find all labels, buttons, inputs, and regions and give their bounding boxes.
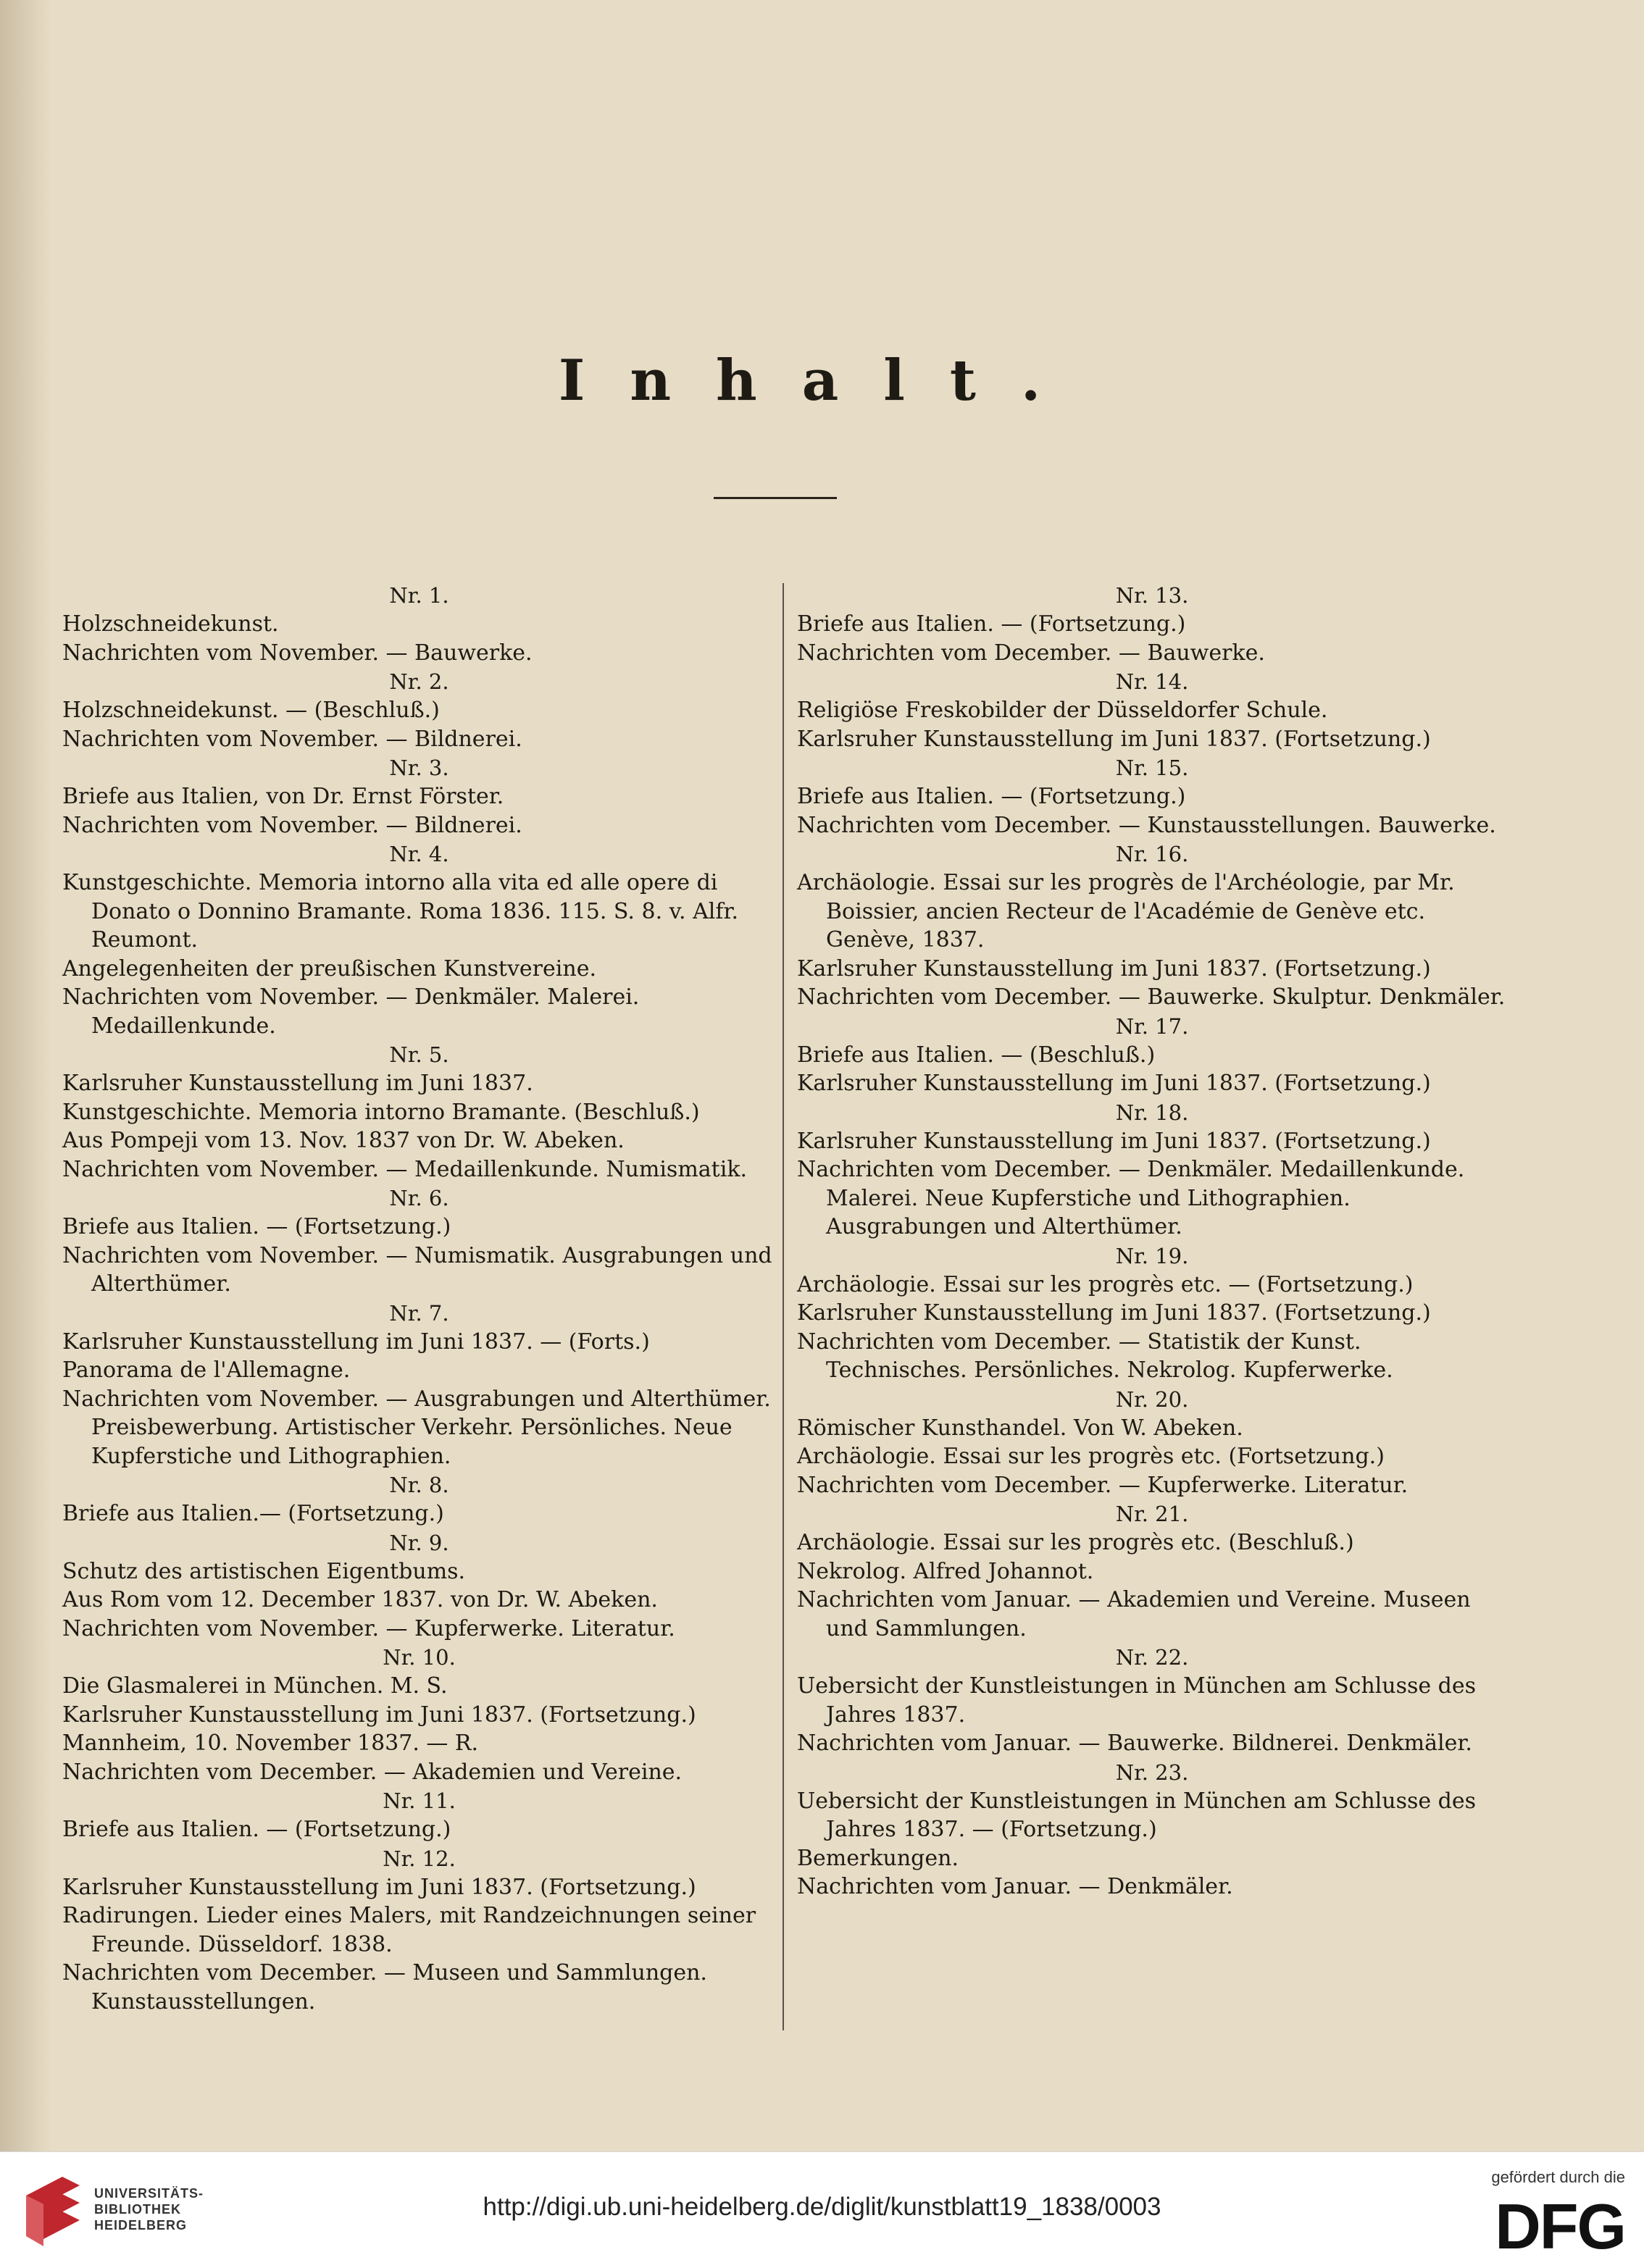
page-title: Inhalt. — [558, 348, 1086, 414]
issue-number: Nr. 19. — [1115, 1243, 1189, 1268]
toc-entry: Archäologie. Essai sur les progrès etc. (Beschluß.) — [797, 1530, 1354, 1555]
dfg-logo: DFG — [1495, 2190, 1625, 2262]
toc-entry: Aus Pompeji vom 13. Nov. 1837 von Dr. W. Abeken. — [62, 1128, 625, 1153]
issue-number: Nr. 11. — [383, 1788, 456, 1813]
toc-entry: Nachrichten vom November. — Bildnerei. — [62, 812, 522, 838]
library-line: HEIDELBERG — [94, 2218, 188, 2233]
issue-block — [62, 667, 776, 753]
column-divider — [783, 583, 784, 2030]
issue-number: Nr. 10. — [383, 1645, 456, 1670]
toc-entry: Briefe aus Italien. — (Beschluß.) — [797, 1042, 1156, 1068]
toc-entry: Römischer Kunsthandel. Von W. Abeken. — [797, 1415, 1243, 1441]
issue-number: Nr. 21. — [1115, 1502, 1189, 1526]
issue-block — [797, 1499, 1507, 1643]
issue-block — [62, 1643, 776, 1786]
page-edge-shadow — [0, 0, 51, 2151]
toc-entry: Nachrichten vom November. — Bildnerei. — [62, 726, 522, 752]
toc-entry: Nachrichten vom November. — Denkmäler. Malerei. Medaillenkunde. — [62, 984, 640, 1039]
issue-block — [797, 753, 1507, 840]
toc-entry: Nachrichten vom December. — Statistik der Kunst. Technisches. Persönliches. Nekrolog. Kupferwerke. — [797, 1328, 1393, 1383]
toc-entry: Kunstgeschichte. Memoria intorno alla vita ed alle opere di Donato o Donnino Bramante. Roma 1836. 115. S. 8. v. Alfr. Reumont. — [62, 870, 739, 953]
issue-block — [797, 581, 1507, 667]
issue-block — [797, 840, 1507, 1012]
issue-block — [797, 1385, 1507, 1500]
toc-entry: Nachrichten vom Januar. — Akademien und Vereine. Museen und Sammlungen. — [797, 1587, 1471, 1641]
issue-block — [797, 1012, 1507, 1098]
issue-number: Nr. 6. — [389, 1186, 449, 1210]
toc-entry: Uebersicht der Kunstleistungen in München am Schlusse des Jahres 1837. — (Fortsetzung.) — [797, 1788, 1477, 1842]
toc-entry: Karlsruher Kunstausstellung im Juni 1837. (Fortsetzung.) — [797, 1071, 1431, 1096]
issue-number: Nr. 3. — [389, 756, 449, 780]
issue-number: Nr. 4. — [389, 842, 449, 866]
issue-number: Nr. 1. — [389, 583, 449, 608]
toc-entry: Karlsruher Kunstausstellung im Juni 1837. (Fortsetzung.) — [62, 1874, 696, 1900]
toc-entry: Nachrichten vom Januar. — Denkmäler. — [797, 1874, 1233, 1899]
toc-entry: Karlsruher Kunstausstellung im Juni 1837. (Fortsetzung.) — [62, 1702, 696, 1728]
toc-entry: Bemerkungen. — [797, 1845, 959, 1871]
issue-number: Nr. 13. — [1115, 583, 1189, 608]
toc-entry: Nachrichten vom December. — Denkmäler. Medaillenkunde. Malerei. Neue Kupferstiche und Lithographien. Ausgrabungen und Alterthümer. — [797, 1157, 1465, 1239]
toc-entry: Archäologie. Essai sur les progrès de l'Archéologie, par Mr. Boissier, ancien Recteur de l'Académie de Genève etc. Genève, 1837. — [797, 870, 1455, 953]
toc-entry: Nachrichten vom November. — Bauwerke. — [62, 640, 533, 666]
toc-entry: Kunstgeschichte. Memoria intorno Bramante. (Beschluß.) — [62, 1099, 700, 1125]
issue-block — [62, 1786, 776, 1844]
issue-number: Nr. 17. — [1115, 1013, 1189, 1039]
toc-entry: Briefe aus Italien. — (Fortsetzung.) — [62, 1817, 451, 1842]
toc-entry: Nachrichten vom November. — Numismatik. Ausgrabungen und Alterthümer. — [62, 1242, 772, 1297]
toc-entry: Holzschneidekunst. — [62, 611, 279, 637]
funded-by-label: gefördert durch die — [1491, 2168, 1625, 2186]
issue-block — [62, 1299, 776, 1471]
toc-entry: Angelegenheiten der preußischen Kunstvereine. — [62, 955, 596, 982]
toc-entry: Archäologie. Essai sur les progrès etc. — (Fortsetzung.) — [797, 1271, 1414, 1297]
toc-entry: Karlsruher Kunstausstellung im Juni 1837. (Fortsetzung.) — [797, 726, 1431, 752]
toc-entry: Religiöse Freskobilder der Düsseldorfer Schule. — [797, 698, 1328, 723]
toc-entry: Mannheim, 10. November 1837. — R. — [62, 1731, 479, 1756]
issue-number: Nr. 18. — [1115, 1100, 1189, 1125]
toc-entry: Radirungen. Lieder eines Malers, mit Randzeichnungen seiner Freunde. Düsseldorf. 1838. — [62, 1903, 756, 1957]
toc-entry: Schutz des artistischen Eigentbums. — [62, 1558, 466, 1584]
toc-entry: Nachrichten vom November. — Medaillenkunde. Numismatik. — [62, 1156, 748, 1182]
title-rule — [714, 497, 837, 499]
issue-number: Nr. 9. — [389, 1530, 449, 1555]
issue-number: Nr. 5. — [389, 1042, 449, 1067]
permalink-url[interactable]: http://digi.ub.uni-heidelberg.de/diglit/kunstblatt19_1838/0003 — [483, 2193, 1161, 2221]
toc-entry: Briefe aus Italien.— (Fortsetzung.) — [62, 1501, 444, 1526]
issue-number: Nr. 15. — [1115, 756, 1189, 780]
issue-number: Nr. 14. — [1115, 669, 1189, 694]
right-column — [797, 581, 1507, 1901]
toc-entry: Nachrichten vom December. — Kunstausstellungen. Bauwerke. — [797, 812, 1496, 838]
toc-entry: Karlsruher Kunstausstellung im Juni 1837. — [62, 1071, 533, 1096]
issue-block — [62, 753, 776, 840]
issue-number: Nr. 7. — [389, 1300, 449, 1326]
issue-block — [62, 840, 776, 1040]
issue-block — [62, 1040, 776, 1184]
toc-entry: Nachrichten vom December. — Bauwerke. Skulptur. Denkmäler. — [797, 984, 1506, 1010]
issue-number: Nr. 22. — [1115, 1645, 1189, 1670]
left-column — [62, 581, 776, 2016]
issue-block — [62, 581, 776, 667]
toc-entry: Nachrichten vom Januar. — Bauwerke. Bildnerei. Denkmäler. — [797, 1731, 1472, 1756]
issue-block — [62, 1528, 776, 1644]
toc-entry: Briefe aus Italien, von Dr. Ernst Förster. — [62, 784, 504, 809]
library-line: BIBLIOTHEK — [94, 2202, 181, 2217]
issue-block — [797, 1643, 1507, 1758]
toc-entry: Karlsruher Kunstausstellung im Juni 1837. (Fortsetzung.) — [797, 1300, 1431, 1326]
toc-entry: Karlsruher Kunstausstellung im Juni 1837. (Fortsetzung.) — [797, 955, 1431, 982]
issue-number: Nr. 16. — [1115, 842, 1189, 866]
toc-entry: Die Glasmalerei in München. M. S. — [62, 1673, 448, 1699]
toc-entry: Briefe aus Italien. — (Fortsetzung.) — [797, 784, 1186, 809]
toc-entry: Briefe aus Italien. — (Fortsetzung.) — [62, 1214, 451, 1239]
issue-block — [62, 1844, 776, 2017]
issue-block — [62, 1470, 776, 1528]
issue-block — [62, 1184, 776, 1299]
issue-number: Nr. 20. — [1115, 1386, 1189, 1412]
toc-entry: Nachrichten vom December. — Kupferwerke. Literatur. — [797, 1472, 1409, 1498]
toc-entry: Karlsruher Kunstausstellung im Juni 1837. — (Forts.) — [62, 1328, 650, 1355]
issue-number: Nr. 8. — [389, 1473, 449, 1497]
toc-entry: Nachrichten vom November. — Ausgrabungen und Alterthümer. Preisbewerbung. Artistischer Verkehr. Persönliches. Neue Kupferstiche und Lithographien. — [62, 1386, 771, 1469]
toc-entry: Karlsruher Kunstausstellung im Juni 1837. (Fortsetzung.) — [797, 1128, 1431, 1154]
toc-entry: Nekrolog. Alfred Johannot. — [797, 1558, 1094, 1584]
toc-entry: Panorama de l'Allemagne. — [62, 1357, 351, 1383]
issue-number: Nr. 12. — [383, 1846, 456, 1871]
toc-entry: Aus Rom vom 12. December 1837. von Dr. W. Abeken. — [62, 1587, 658, 1612]
viewer-footer — [0, 2151, 1644, 2268]
toc-entry: Nachrichten vom December. — Museen und Sammlungen. Kunstausstellungen. — [62, 1960, 707, 2014]
toc-entry: Nachrichten vom November. — Kupferwerke. Literatur. — [62, 1615, 675, 1641]
toc-entry: Archäologie. Essai sur les progrès etc. (Fortsetzung.) — [797, 1444, 1385, 1469]
toc-entry: Uebersicht der Kunstleistungen in München am Schlusse des Jahres 1837. — [797, 1673, 1477, 1728]
toc-entry: Holzschneidekunst. — (Beschluß.) — [62, 698, 440, 723]
issue-number: Nr. 23. — [1115, 1759, 1189, 1785]
toc-entry: Nachrichten vom December. — Bauwerke. — [797, 640, 1265, 666]
toc-entry: Nachrichten vom December. — Akademien und Vereine. — [62, 1759, 683, 1785]
issue-number: Nr. 2. — [389, 669, 449, 694]
issue-block — [797, 1242, 1507, 1385]
issue-block — [797, 1098, 1507, 1242]
issue-block — [797, 667, 1507, 753]
library-line: UNIVERSITÄTS- — [94, 2186, 204, 2201]
issue-block — [797, 1758, 1507, 1901]
toc-entry: Briefe aus Italien. — (Fortsetzung.) — [797, 611, 1186, 637]
